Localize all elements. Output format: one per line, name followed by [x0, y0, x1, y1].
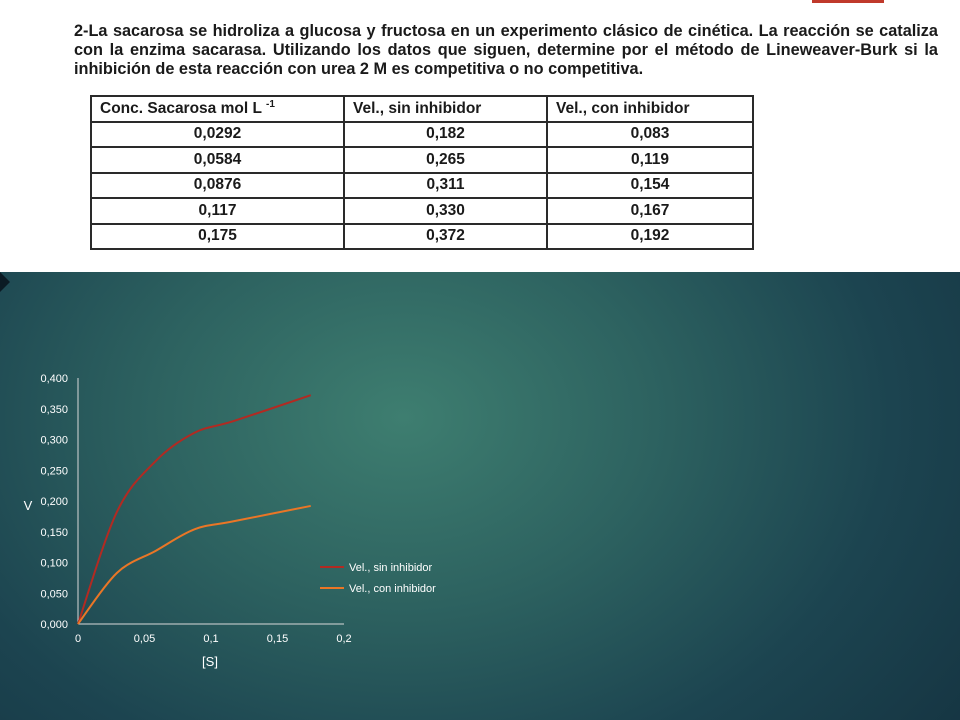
y-axis-title: V [23, 498, 33, 513]
table-cell: 0,330 [344, 198, 547, 224]
x-tick-label: 0,15 [266, 633, 289, 645]
table-cell: 0,154 [547, 173, 753, 199]
header-velocity-with-inhibitor: Vel., con inhibidor [547, 96, 753, 122]
x-tick-labels [75, 633, 352, 645]
header-concentration: Conc. Sacarosa mol L $^{-1}$ [91, 96, 344, 122]
table-cell: 0,372 [344, 224, 547, 250]
table-cell: 0,0584 [91, 147, 344, 173]
table-cell: 0,265 [344, 147, 547, 173]
x-axis-title: [S] [202, 654, 218, 669]
y-tick-label: 0,300 [40, 434, 68, 447]
table-cell: 0,311 [344, 173, 547, 199]
y-tick-label: 0,000 [40, 619, 68, 631]
legend-label: Vel., sin inhibidor [349, 562, 433, 574]
table-cell: 0,192 [547, 224, 753, 250]
header-superscript: -1 [265, 99, 275, 111]
y-tick-labels [40, 373, 68, 631]
table-cell: 0,175 [91, 224, 344, 250]
y-tick-label: 0,050 [40, 588, 68, 601]
y-tick-label: 0,200 [40, 496, 68, 508]
header-velocity-no-inhibitor: Vel., sin inhibidor [344, 96, 547, 122]
table-cell: 0,167 [547, 198, 753, 224]
y-tick-label: 0,100 [40, 557, 68, 570]
table-cell: 0,0876 [91, 173, 344, 199]
chart-legend [320, 562, 436, 595]
table-cell: 0,083 [547, 122, 753, 148]
table-cell: 0,119 [547, 147, 753, 173]
series-line-0 [78, 395, 311, 624]
y-tick-label: 0,400 [40, 373, 68, 385]
problem-statement: 2-La sacarosa se hidroliza a glucosa y fructosa en un experimento clásico de cinética. La reacción se cataliza con la enzima sacarasa. Utilizando los datos que siguen, determine por el método de Lineweaver-Burk si la inhibición de esta reacción con urea 2 M es competitiva o no competitiva. [74, 22, 938, 78]
x-tick-label: 0,05 [133, 633, 156, 645]
y-tick-label: 0,150 [40, 526, 68, 539]
x-tick-label: 0,2 [336, 633, 352, 645]
y-tick-label: 0,250 [40, 465, 68, 478]
x-tick-label: 0 [74, 633, 82, 645]
series-lines [78, 395, 311, 624]
table-cell: 0,0292 [91, 122, 344, 148]
table-cell: 0,117 [91, 198, 344, 224]
y-tick-label: 0,350 [40, 403, 68, 416]
legend-label: Vel., con inhibidor [349, 583, 436, 595]
x-tick-label: 0,1 [203, 633, 219, 645]
table-cell: 0,182 [344, 122, 547, 148]
